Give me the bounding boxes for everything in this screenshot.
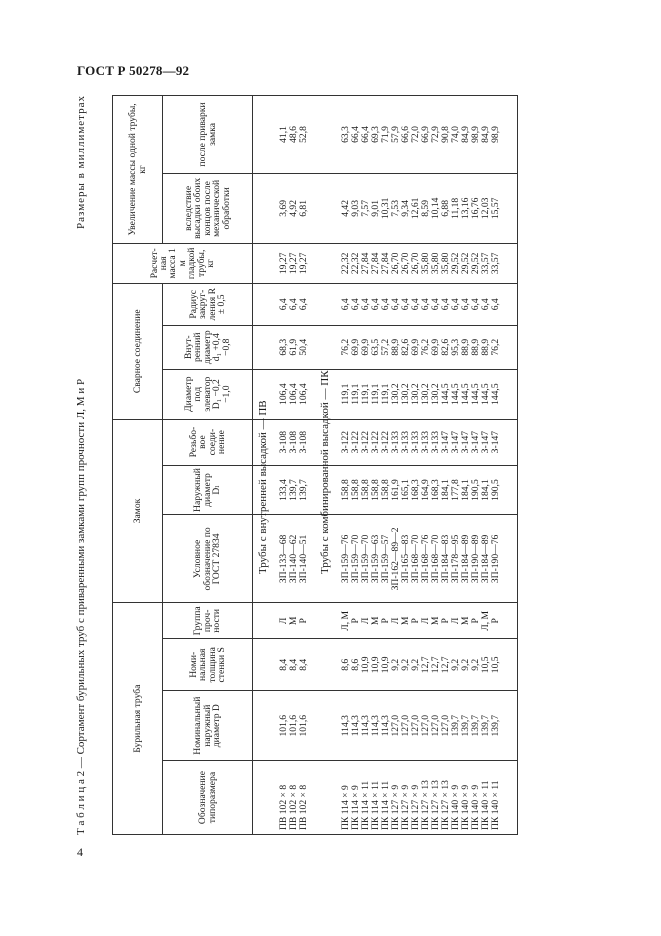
assortment-table	[112, 95, 518, 835]
table-cell: 22,32	[351, 243, 361, 283]
table-cell: 15,57	[491, 173, 501, 243]
table-cell: 76,2	[491, 325, 501, 369]
section-title: Трубы с внутренней высадкой — ПВ	[257, 400, 269, 574]
table-cell: 177,8	[451, 465, 461, 515]
table-cell: 130,2	[431, 369, 441, 419]
table-cell: 90,8	[441, 96, 451, 174]
table-cell: ПК 140 × 11	[481, 761, 491, 835]
table-cell: 69,9	[411, 325, 421, 369]
table-cell: 127,0	[411, 691, 421, 761]
table-cell: 84,9	[461, 96, 471, 174]
table-cell: ПВ 102 × 8	[299, 761, 309, 835]
table-cell: 9,34	[401, 173, 411, 243]
table-cell: 133,4	[279, 465, 289, 515]
table-cell: 10,9	[371, 639, 381, 691]
table-cell: 66,6	[401, 96, 411, 174]
table-cell: 184,1	[441, 465, 451, 515]
table-cell: 139,7	[451, 691, 461, 761]
table-cell: 130,2	[391, 369, 401, 419]
table-cell: 8,4	[279, 639, 289, 691]
table-cell: 127,0	[421, 691, 431, 761]
table-cell: 66,9	[421, 96, 431, 174]
weld-header: Сварное соединение	[113, 283, 163, 419]
table-cell: 19,27	[289, 243, 299, 283]
table-cell: 114,3	[341, 691, 351, 761]
table-cell: 29,52	[461, 243, 471, 283]
table-cell: ЗП-184—83	[441, 515, 451, 603]
table-cell: 6,4	[471, 283, 481, 325]
table-cell: 127,0	[441, 691, 451, 761]
table-cell: З-122	[371, 419, 381, 465]
table-row	[299, 96, 309, 835]
table-cell: 12,7	[441, 639, 451, 691]
table-cell: 168,3	[431, 465, 441, 515]
table-cell: 13,16	[461, 173, 471, 243]
table-cell: 35,80	[441, 243, 451, 283]
table-cell: 164,9	[421, 465, 431, 515]
table-cell: 10,9	[361, 639, 371, 691]
table-cell: ЗП-168—70	[411, 515, 421, 603]
table-cell: 158,8	[381, 465, 391, 515]
table-cell: 114,3	[361, 691, 371, 761]
table-cell: З-147	[461, 419, 471, 465]
table-cell: З-147	[441, 419, 451, 465]
table-cell: ПК 140 × 9	[471, 761, 481, 835]
table-cell: 10,5	[481, 639, 491, 691]
table-cell: ПК 127 × 13	[431, 761, 441, 835]
inner-diameter-header: Внутренний диаметр d₁ +0,4 −0,8	[163, 325, 253, 369]
table-cell: Р	[491, 603, 501, 639]
table-cell: 6,4	[289, 283, 299, 325]
table-cell: ЗП-190—76	[491, 515, 501, 603]
table-cell: 119,1	[351, 369, 361, 419]
table-cell: 8,4	[289, 639, 299, 691]
table-cell: 144,5	[471, 369, 481, 419]
table-cell: 190,5	[471, 465, 481, 515]
table-cell: З-133	[421, 419, 431, 465]
table-cell: 106,4	[279, 369, 289, 419]
table-cell: 7,53	[391, 173, 401, 243]
table-cell: 69,3	[371, 96, 381, 174]
table-cell: 130,2	[421, 369, 431, 419]
elevator-diameter-header: Диаметр под элеватор D₁ −0,2 −1,0	[163, 369, 253, 419]
table-cell: 6,4	[371, 283, 381, 325]
table-cell: 101,6	[289, 691, 299, 761]
table-cell: 6,88	[441, 173, 451, 243]
table-cell: 11,18	[451, 173, 461, 243]
table-cell: 114,3	[351, 691, 361, 761]
table-cell: 6,4	[421, 283, 431, 325]
table-cell: 6,4	[441, 283, 451, 325]
table-cell: 6,81	[299, 173, 309, 243]
designation-header: Обозначение типоразмера	[163, 761, 253, 835]
table-cell: ЗП-159—63	[371, 515, 381, 603]
table-cell: 12,7	[421, 639, 431, 691]
table-cell: 88,9	[461, 325, 471, 369]
table-cell: З-122	[341, 419, 351, 465]
table-cell: 50,4	[299, 325, 309, 369]
table-cell: 52,8	[299, 96, 309, 174]
section-row	[315, 96, 337, 835]
section-row	[253, 96, 276, 835]
table-cell: 144,5	[441, 369, 451, 419]
table-cell: 26,70	[391, 243, 401, 283]
table-cell: 88,9	[391, 325, 401, 369]
table-cell: 10,31	[381, 173, 391, 243]
table-cell: Л	[421, 603, 431, 639]
table-cell: ПК 127 × 9	[391, 761, 401, 835]
table-cell: З-108	[279, 419, 289, 465]
table-cell: ПК 127 × 9	[411, 761, 421, 835]
table-cell: 57,2	[381, 325, 391, 369]
table-cell: 76,2	[341, 325, 351, 369]
table-cell: 74,0	[451, 96, 461, 174]
table-cell: Р	[381, 603, 391, 639]
table-cell: 184,1	[461, 465, 471, 515]
table-cell: 95,3	[451, 325, 461, 369]
table-cell: З-133	[391, 419, 401, 465]
lock-outer-diameter-header: Наружный диаметр Dₗ	[163, 465, 253, 515]
table-cell: 98,9	[471, 96, 481, 174]
table-cell: 98,9	[491, 96, 501, 174]
wall-thickness-header: Номинальная толщина стенки S	[163, 639, 253, 691]
table-cell: 76,2	[421, 325, 431, 369]
thread-header: Резьбовое соединение	[163, 419, 253, 465]
table-cell: 6,4	[279, 283, 289, 325]
table-cell: 106,4	[289, 369, 299, 419]
table-cell: 139,7	[481, 691, 491, 761]
table-cell: 10,9	[381, 639, 391, 691]
table-body	[253, 96, 518, 835]
table-cell: 139,7	[491, 691, 501, 761]
table-cell: З-147	[471, 419, 481, 465]
table-cell: 127,0	[401, 691, 411, 761]
table-cell: З-108	[289, 419, 299, 465]
table-cell: Л	[361, 603, 371, 639]
table-cell: М	[289, 603, 299, 639]
table-cell: 119,1	[341, 369, 351, 419]
table-cell: ПК 114 × 11	[361, 761, 371, 835]
table-cell: 184,1	[481, 465, 491, 515]
table-cell: 22,32	[341, 243, 351, 283]
table-cell: 6,4	[461, 283, 471, 325]
table-cell: 127,0	[431, 691, 441, 761]
table-cell: 168,3	[411, 465, 421, 515]
table-cell: 158,8	[371, 465, 381, 515]
table-cell: 8,6	[341, 639, 351, 691]
table-cell: 9,03	[351, 173, 361, 243]
table-cell: 61,9	[289, 325, 299, 369]
table-cell: 139,7	[461, 691, 471, 761]
table-cell: Р	[351, 603, 361, 639]
table-cell: М	[371, 603, 381, 639]
document-header: ГОСТ Р 50278—92	[77, 63, 190, 78]
table-cell: З-122	[361, 419, 371, 465]
table-cell: З-147	[481, 419, 491, 465]
table-cell: Л, М	[341, 603, 351, 639]
table-cell: 35,80	[431, 243, 441, 283]
table-cell: Л	[279, 603, 289, 639]
table-cell: 9,01	[371, 173, 381, 243]
table-cell: З-108	[299, 419, 309, 465]
table-cell: 106,4	[299, 369, 309, 419]
table-cell: 158,8	[341, 465, 351, 515]
table-cell: 9,2	[411, 639, 421, 691]
table-cell: 6,4	[491, 283, 501, 325]
table-cell: 101,6	[279, 691, 289, 761]
table-cell: 119,1	[361, 369, 371, 419]
table-cell: Р	[441, 603, 451, 639]
table-cell: 6,4	[341, 283, 351, 325]
table-cell: 72,9	[431, 96, 441, 174]
table-cell: ПК 127 × 13	[421, 761, 431, 835]
table-cell: 29,52	[451, 243, 461, 283]
table-cell: З-147	[451, 419, 461, 465]
table-cell: М	[401, 603, 411, 639]
table-cell: Л, М	[481, 603, 491, 639]
table-cell: 144,5	[491, 369, 501, 419]
table-cell: 9,2	[471, 639, 481, 691]
table-cell: ЗП-159—70	[351, 515, 361, 603]
table-cell: 190,5	[491, 465, 501, 515]
table-cell: 6,4	[391, 283, 401, 325]
table-cell: 101,6	[299, 691, 309, 761]
table-cell: 16,76	[471, 173, 481, 243]
table-cell: 130,2	[401, 369, 411, 419]
lock-code-header: Условное обозначение по ГОСТ 27834	[163, 515, 253, 603]
table-cell: ПК 114 × 11	[371, 761, 381, 835]
table-cell: 139,7	[299, 465, 309, 515]
table-cell: 35,80	[421, 243, 431, 283]
table-cell: Р	[299, 603, 309, 639]
table-cell: 33,57	[491, 243, 501, 283]
table-cell: 139,7	[471, 691, 481, 761]
table-cell: ЗП-178—95	[451, 515, 461, 603]
table-cell: З-147	[491, 419, 501, 465]
table-cell: ПК 114 × 11	[381, 761, 391, 835]
table-cell: 82,6	[441, 325, 451, 369]
upset-increase-header: вследствие высадки обоих концов после механической обработки	[163, 173, 253, 243]
table-cell: 68,3	[279, 325, 289, 369]
table-cell: М	[461, 603, 471, 639]
table-cell: ЗП-162—89—2	[391, 515, 401, 603]
table-cell: Л	[451, 603, 461, 639]
table-cell: 6,4	[431, 283, 441, 325]
table-cell: ПК 140 × 9	[461, 761, 471, 835]
table-cell: 10,14	[431, 173, 441, 243]
table-cell: 9,2	[461, 639, 471, 691]
table-cell: 6,4	[401, 283, 411, 325]
table-cell: ПК 114 × 9	[351, 761, 361, 835]
table-cell: 114,3	[371, 691, 381, 761]
table-cell: 12,03	[481, 173, 491, 243]
table-cell: ЗП-190—89	[471, 515, 481, 603]
page-number: 4	[77, 845, 83, 859]
table-cell: 6,4	[411, 283, 421, 325]
table-cell: 69,9	[431, 325, 441, 369]
table-cell: 8,6	[351, 639, 361, 691]
table-cell: ЗП-168—70	[431, 515, 441, 603]
radius-header: Радиус закругления R ± 0,5	[163, 283, 253, 325]
units-note: Размеры в миллиметрах	[75, 95, 87, 229]
table-cell: 7,57	[361, 173, 371, 243]
table-cell: 158,8	[361, 465, 371, 515]
table-cell: 127,0	[391, 691, 401, 761]
table-cell: 12,7	[431, 639, 441, 691]
table-cell: ЗП-159—76	[341, 515, 351, 603]
table-cell: 119,1	[381, 369, 391, 419]
table-cell: ЗП-140—62	[289, 515, 299, 603]
increase-header: Увеличение массы одной трубы, кг	[113, 96, 163, 244]
table-cell: ПВ 102 × 8	[279, 761, 289, 835]
table-cell: 161,9	[391, 465, 401, 515]
outer-diameter-header: Номинальный наружный диаметр D	[163, 691, 253, 761]
table-cell: 144,5	[461, 369, 471, 419]
table-cell: 4,42	[341, 173, 351, 243]
pipe-header: Бурильная труба	[113, 603, 163, 835]
table-cell: 26,70	[401, 243, 411, 283]
table-cell: ЗП-165—83	[401, 515, 411, 603]
table-cell: 8,59	[421, 173, 431, 243]
table-cell: ЗП-159—70	[361, 515, 371, 603]
table-cell: 9,2	[451, 639, 461, 691]
table-cell: 119,1	[371, 369, 381, 419]
table-cell: 26,70	[411, 243, 421, 283]
table-cell: 48,6	[289, 96, 299, 174]
table-cell: 84,9	[481, 96, 491, 174]
table-cell: 82,6	[401, 325, 411, 369]
table-cell: 88,9	[481, 325, 491, 369]
table-cell: 71,9	[381, 96, 391, 174]
table-cell: 69,9	[351, 325, 361, 369]
table-cell: 27,84	[381, 243, 391, 283]
table-cell: 69,9	[361, 325, 371, 369]
table-cell: ЗП-133—68	[279, 515, 289, 603]
table-cell: З-122	[381, 419, 391, 465]
table-cell: Л	[391, 603, 401, 639]
table-cell: ПК 127 × 13	[441, 761, 451, 835]
table-cell: ЗП-184—89	[461, 515, 471, 603]
table-cell: 63,3	[341, 96, 351, 174]
strength-group-header: Группа прочности	[163, 603, 253, 639]
table-cell: ПК 140 × 9	[451, 761, 461, 835]
table-cell: 10,5	[491, 639, 501, 691]
table-cell: 12,61	[411, 173, 421, 243]
table-cell: З-133	[411, 419, 421, 465]
spacer-row	[501, 96, 518, 835]
table-cell: 6,4	[351, 283, 361, 325]
table-cell: 114,3	[381, 691, 391, 761]
table-cell: ПК 140 × 11	[491, 761, 501, 835]
table-cell: 66,4	[351, 96, 361, 174]
table-cell: 139,7	[289, 465, 299, 515]
table-cell: 144,5	[451, 369, 461, 419]
table-cell: ЗП-168—76	[421, 515, 431, 603]
table-cell: 9,2	[401, 639, 411, 691]
table-cell: З-133	[431, 419, 441, 465]
table-cell: 27,84	[371, 243, 381, 283]
table-cell: 6,4	[361, 283, 371, 325]
table-cell: Р	[411, 603, 421, 639]
table-cell: ПК 127 × 9	[401, 761, 411, 835]
table-cell: 9,2	[391, 639, 401, 691]
mass-header: Расчетная масса 1 м гладкой трубы, кг	[113, 243, 253, 283]
table-cell: Р	[471, 603, 481, 639]
table-cell: 4,92	[289, 173, 299, 243]
table-cell: 72,0	[411, 96, 421, 174]
table-cell: 6,4	[381, 283, 391, 325]
table-cell: 19,27	[279, 243, 289, 283]
table-cell: 88,9	[471, 325, 481, 369]
table-cell: 6,4	[299, 283, 309, 325]
table-cell: 41,1	[279, 96, 289, 174]
table-cell: 165,1	[401, 465, 411, 515]
after-weld-increase-header: после приварки замка	[163, 96, 253, 174]
table-cell: ЗП-140—51	[299, 515, 309, 603]
table-cell: 130,2	[411, 369, 421, 419]
table-caption: Т а б л и ц а 2 — Сортамент бурильных труб с приваренными замками групп прочности Л, М и Р	[75, 378, 87, 835]
table-cell: 27,84	[361, 243, 371, 283]
table-cell: 57,9	[391, 96, 401, 174]
table-cell: 29,52	[471, 243, 481, 283]
table-cell: ПВ 102 × 8	[289, 761, 299, 835]
table-cell: 3,69	[279, 173, 289, 243]
rotated-table-block	[75, 95, 605, 835]
lock-header: Замок	[113, 419, 163, 603]
table-cell: З-122	[351, 419, 361, 465]
table-cell: 158,8	[351, 465, 361, 515]
table-cell: 63,5	[371, 325, 381, 369]
table-cell: 6,4	[451, 283, 461, 325]
table-cell: 33,57	[481, 243, 491, 283]
table-cell: 8,4	[299, 639, 309, 691]
table-cell: З-133	[401, 419, 411, 465]
section-title: Трубы с комбинированной высадкой — ПК	[319, 370, 331, 574]
table-cell: 144,5	[481, 369, 491, 419]
table-row	[491, 96, 501, 835]
table-cell: 66,4	[361, 96, 371, 174]
table-cell: ПК 114 × 9	[341, 761, 351, 835]
table-cell: 6,4	[481, 283, 491, 325]
table-cell: 19,27	[299, 243, 309, 283]
table-cell: ЗП-184—89	[481, 515, 491, 603]
table-cell: М	[431, 603, 441, 639]
table-cell: ЗП-159—57	[381, 515, 391, 603]
